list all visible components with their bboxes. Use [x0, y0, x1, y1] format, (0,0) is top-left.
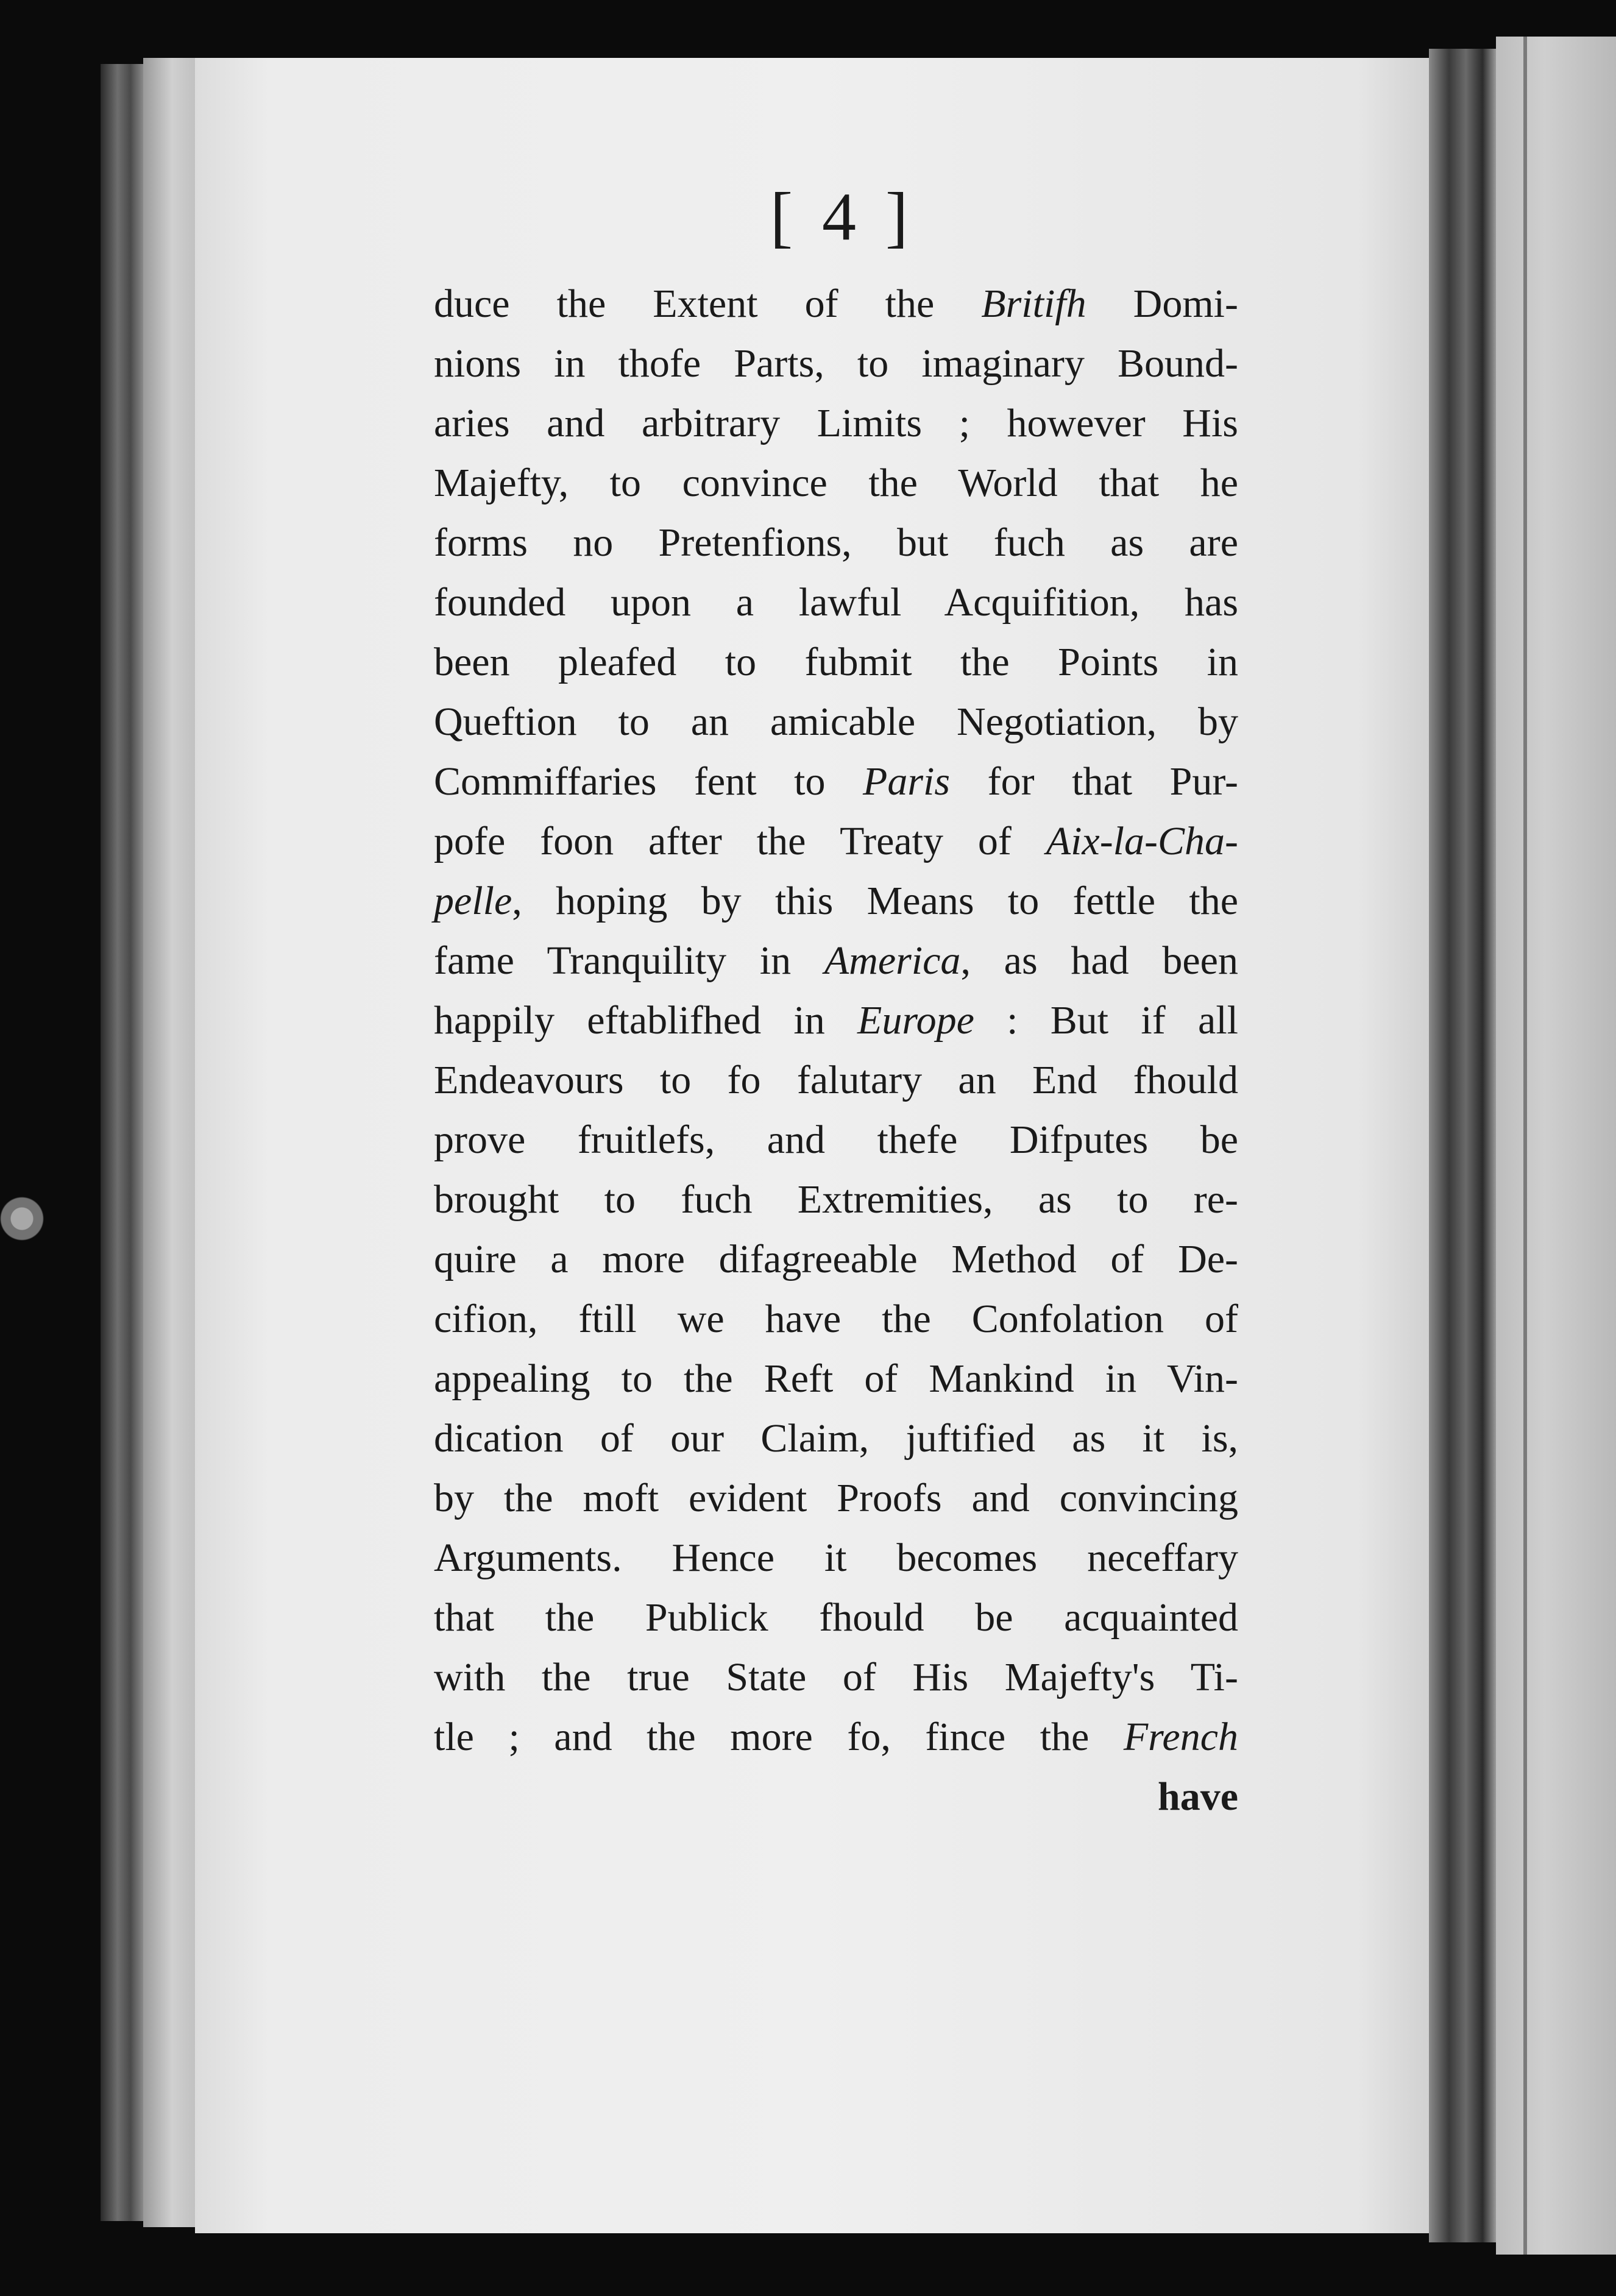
text-line — [434, 812, 1238, 871]
text-segment: founded upon a lawful Acquifition, has — [434, 580, 1238, 625]
page-text-block — [434, 179, 1238, 1827]
text-line — [434, 453, 1238, 513]
italic-text: French — [1123, 1715, 1238, 1759]
text-line — [434, 1349, 1238, 1409]
text-line — [434, 1110, 1238, 1170]
text-segment: : But if all — [974, 998, 1238, 1043]
text-line — [434, 573, 1238, 632]
text-segment: happily eftablifhed in — [434, 998, 858, 1043]
text-line — [434, 871, 1238, 931]
text-line — [434, 1528, 1238, 1588]
text-segment: Commiffaries fent to — [434, 759, 863, 804]
text-line — [434, 991, 1238, 1051]
text-segment: that the Publick fhould be acquainted — [434, 1595, 1238, 1640]
body-text — [434, 274, 1238, 1767]
text-line — [434, 1588, 1238, 1648]
page-number: [ 4 ] — [770, 179, 915, 255]
text-segment: pofe foon after the Treaty of — [434, 819, 1046, 863]
text-line — [434, 513, 1238, 573]
italic-text: pelle — [434, 879, 512, 923]
facing-page-fold — [1523, 37, 1527, 2255]
text-line — [434, 1289, 1238, 1349]
binding-gutter — [1429, 49, 1496, 2242]
text-segment: been pleafed to fubmit the Points in — [434, 640, 1238, 684]
text-segment: prove fruitlefs, and thefe Difputes be — [434, 1118, 1238, 1162]
text-line — [434, 692, 1238, 752]
text-segment: Queftion to an amicable Negotiation, by — [434, 700, 1238, 744]
facing-page-edge — [1496, 37, 1616, 2255]
text-segment: Domi- — [1086, 282, 1238, 326]
text-line — [434, 1170, 1238, 1230]
italic-text: Aix-la-Cha- — [1046, 819, 1238, 863]
text-segment: tle ; and the more fo, fince the — [434, 1715, 1124, 1759]
text-segment: quire a more difagreeable Method of De- — [434, 1237, 1238, 1281]
text-segment: appealing to the Reft of Mankind in Vin- — [434, 1356, 1238, 1401]
text-segment: by the moft evident Proofs and convincing — [434, 1476, 1238, 1520]
text-line — [434, 1230, 1238, 1289]
text-segment: Majefty, to convince the World that he — [434, 461, 1238, 505]
text-line — [434, 1648, 1238, 1707]
catchword: have — [1158, 1774, 1238, 1819]
text-segment: for that Pur- — [950, 759, 1238, 804]
text-segment: dication of our Claim, juftified as it is, — [434, 1416, 1238, 1461]
text-line — [434, 334, 1238, 394]
text-line — [434, 931, 1238, 991]
text-segment: duce the Extent of the — [434, 282, 982, 326]
text-line — [434, 752, 1238, 812]
text-segment: with the true State of His Majefty's Ti- — [434, 1655, 1238, 1699]
text-line — [434, 632, 1238, 692]
text-segment: Endeavours to fo falutary an End fhould — [434, 1058, 1238, 1102]
text-line — [434, 274, 1238, 334]
italic-text: Paris — [863, 759, 951, 804]
text-segment: nions in thofe Parts, to imaginary Bound- — [434, 341, 1238, 386]
italic-text: America — [824, 938, 961, 983]
text-segment: , as had been — [960, 938, 1238, 983]
text-segment: Arguments. Hence it becomes neceffary — [434, 1536, 1238, 1580]
text-segment: forms no Pretenfions, but fuch as are — [434, 520, 1238, 565]
text-segment: , hoping by this Means to fettle the — [512, 879, 1238, 923]
text-segment: fame Tranquility in — [434, 938, 824, 983]
text-segment: brought to fuch Extremities, as to re- — [434, 1177, 1238, 1222]
dust-speck — [0, 1170, 55, 1267]
text-segment: cifion, ftill we have the Confolation of — [434, 1297, 1238, 1341]
italic-text: Britifh — [981, 282, 1086, 326]
text-line — [434, 394, 1238, 453]
left-page-edge-inner — [143, 58, 201, 2227]
text-line — [434, 1469, 1238, 1528]
text-line — [434, 1409, 1238, 1469]
text-segment: aries and arbitrary Limits ; however His — [434, 401, 1238, 445]
text-line — [434, 1051, 1238, 1110]
left-page-edge — [101, 64, 143, 2221]
italic-text: Europe — [857, 998, 974, 1043]
text-line — [434, 1707, 1238, 1767]
